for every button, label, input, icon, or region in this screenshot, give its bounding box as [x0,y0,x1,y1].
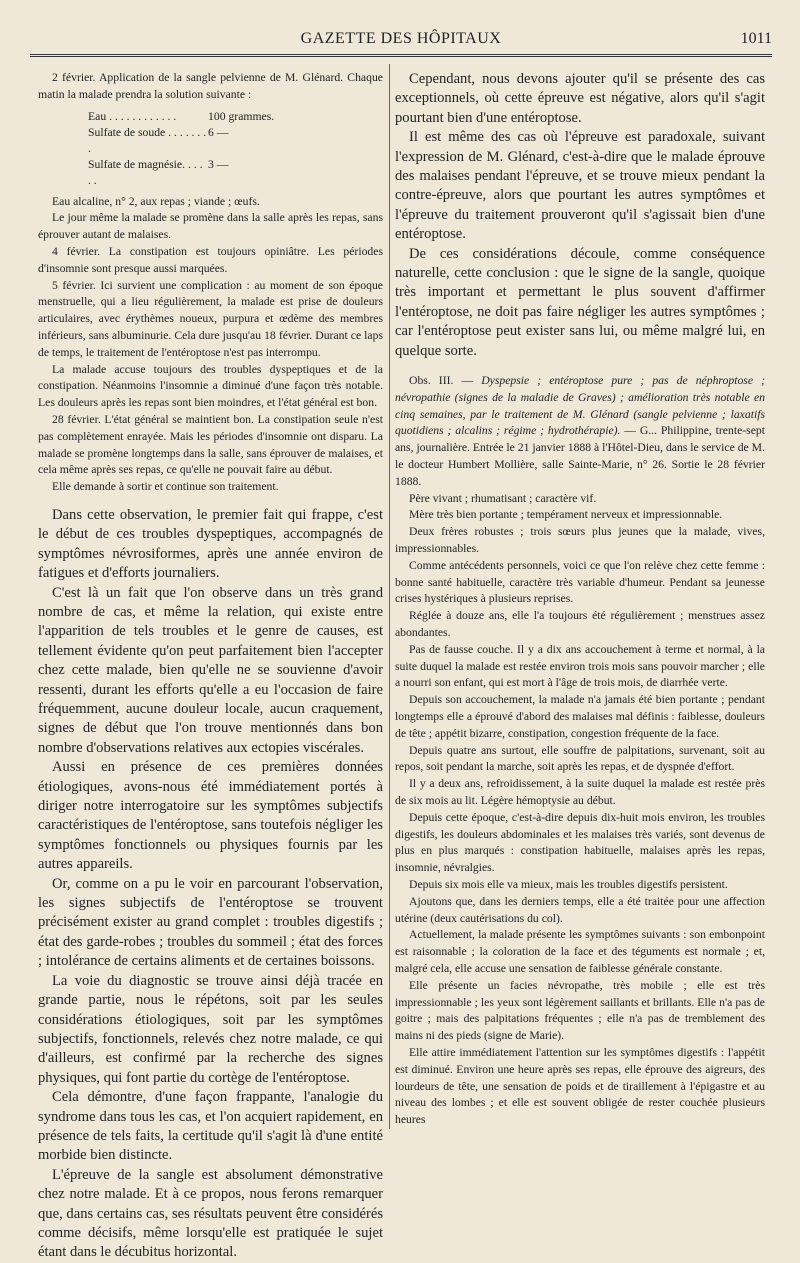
formula-row [88,109,383,125]
formula-qty: 6 — [208,125,229,139]
paragraph: Deux frères robustes ; trois sœurs plus jeunes que la malade, vives, impressionnables. [395,525,765,556]
page-header [30,22,772,57]
paragraph: Elle attire immédiatement l'attention sur les symptômes digestifs : l'appétit est diminué. Environ une heure après ses repas, elle éprouve des aigreurs, des lourdeurs de tête, une sensation de poids et de tiraillement à l'épigastre et au niveau des lombes ; et elle est souvent obligée de rester couchée plusieurs heures [395,1045,765,1127]
paragraph: La voie du diagnostic se trouve ainsi déjà tracée en grande partie, nous le répétons, soit par les seules considérations étiologiques, soit par les symptômes subjectifs, fonctionnels, relevés chez notre malade, ce qui d'ailleurs, est confirmé par la recherche des signes physiques, qui font partie du cortège de l'entéroptose. [38,972,383,1086]
paragraph: Comme antécédents personnels, voici ce que l'on relève chez cette femme : bonne santé habituelle, caractère très variable d'humeur. Pendant sa jeunesse crises hystériques à plusieurs reprises. [395,558,765,606]
paragraph: Il est même des cas où l'épreuve est paradoxale, suivant l'expression de M. Glénard, c'est-à-dire que le malade éprouve des malaises pendant l'épreuve, et se trouve mieux pendant la contre-épreuve, alors que pourtant les autres symptômes et l'épreuve du traitement prouveront qu'il s'agissait bien d'une entéroptose. [395,129,765,243]
formula-qty: 3 — [208,157,229,171]
paragraph: La malade accuse toujours des troubles dyspeptiques et de la constipation. Néanmoins l'insomnie a diminué d'une façon très notable. Les douleurs après les repas sont bien moindres, et l'état général est bon. [38,362,383,410]
paragraph: Elle présente un facies névropathe, très mobile ; elle est très impressionnable ; les yeux sont légèrement saillants et brillants. Elle n'a pas de goitre ; mais des palpitations fréquentes ; elle n'a pas de tremblement des mains ni des pieds (signe de Marie). [395,978,765,1043]
paragraph: Il y a deux ans, refroidissement, à la suite duquel la malade est restée près de six mois au lit. Légère hémoptysie au début. [395,777,765,808]
paragraph: Cependant, nous devons ajouter qu'il se présente des cas exceptionnels, où cette épreuve est négative, alors qu'il s'agit pourtant bien d'une entéroptose. [395,71,765,126]
formula-row [88,157,383,189]
formula-row [88,125,383,157]
column-divider [389,64,390,1129]
paragraph: 2 février. Application de la sangle pelvienne de M. Glénard. Chaque matin la malade prendra la solution suivante : [38,71,383,101]
paragraph: Elle demande à sortir et continue son traitement. [52,480,279,494]
formula-item: Eau . . . . . . . . . . . . [88,109,177,123]
paragraph: 28 février. L'état général se maintient bon. La constipation seule n'est pas complètement enrayée. Mais les périodes d'insomnie ont disparu. La malade se promène longtemps dans la salle, sans éprouver de malaises, et cela même après ses repas, ce qu'elle ne pouvait faire au début. [38,412,383,477]
paragraph: Depuis cette époque, c'est-à-dire depuis dix-huit mois environ, les troubles digestifs, les douleurs abdominales et les malaises très variés, sont devenus de plus en plus marqués : constipation habituelle, malaises après les repas, insomnie, névralgies. [395,810,765,875]
paragraph: Aussi en présence de ces premières données étiologiques, avons-nous été immédiatement portés à diriger notre interrogatoire sur les symptômes subjectifs caractéristiques de l'entéroptose, sans toutefois négliger les symptômes fonctionnels ou physiques fournis par les autres appareils. [38,759,383,873]
spacer [395,361,765,373]
formula-item: Sulfate de magnésie. . . . . . [88,157,203,187]
paragraph: Ajoutons que, dans les derniers temps, elle a été traitée pour une affection utérine (deux cautérisations du col). [395,894,765,925]
paragraph: Cela démontre, d'une façon frappante, l'analogie du syndrome dans tous les cas, et l'on acquiert rapidement, en présence de tels faits, la certitude qu'il s'agit là d'une entité morbide bien distincte. [38,1089,383,1164]
observation-heading [395,373,765,491]
left-column [38,70,383,1263]
journal-title: GAZETTE DES HÔPITAUX [300,30,502,47]
formula-table [88,109,383,189]
paragraph: C'est là un fait que l'on observe dans un très grand nombre de cas, et même la relation, qui existe entre l'apparition de tels troubles et le genre de causes, est tellement évidente qu'on peut parfaitement bien l'accepter chez cette malade, bien qu'elle ne se souvienne d'avoir ressenti, durant les efforts qu'elle a eu l'occasion de faire fréquemment, aucune douleur locale, aucun craquement, signes de début que l'on trouve mentionnés dans bon nombre d'observations relatives aux ectopies viscérales. [38,584,383,756]
paragraph: Depuis son accouchement, la malade n'a jamais été bien portante ; pendant longtemps elle a éprouvé d'abord des malaises mal définis : faiblesse, douleurs de tête ; appétit bizarre, constipation, congestion fréquente de la face. [395,693,765,740]
paragraph: 5 février. Ici survient une complication : au moment de son époque menstruelle, qui a lieu régulièrement, la malade est prise de douleurs articulaires, avec érythèmes noueux, purpura et œdème des membres inférieurs, sans albuminurie. Cela dure jusqu'au 18 février. Durant ce laps de temps, le traitement de l'entéroptose n'est pas interrompu. [38,278,383,359]
paragraph: Or, comme on a pu le voir en parcourant l'observation, les signes subjectifs de l'entéroptose se trouvent précisément exister au grand complet : troubles digestifs ; état des garde-robes ; troubles du sommeil ; état des forces ; intolérance de certains aliments et de certaines boissons. [38,875,383,970]
paragraph: Père vivant ; rhumatisant ; caractère vif. [409,491,597,505]
page-number: 1011 [740,30,772,47]
paragraph: Le jour même la malade se promène dans la salle après les repas, sans éprouver autant de malaises. [38,211,383,242]
paragraph: 4 février. La constipation est toujours opiniâtre. Les périodes d'insomnie sont presque aussi marquées. [38,244,383,275]
right-column [395,70,765,1129]
obs-summary: Dyspepsie ; entéroptose pure ; pas de néphroptose ; névropathie (signes de la maladie de Graves) ; amélioration très notable en cinq semaines, par le traitement de M. Glénard (sangle pelvienne ; laxatifs quotidiens ; alcalins ; régime ; hydrothérapie). [395,374,765,438]
paragraph: Réglée à douze ans, elle l'a toujours été régulièrement ; menstrues assez abondantes. [395,609,765,640]
spacer [38,496,383,506]
obs-label: Obs. III. — [409,374,482,388]
formula-qty: 100 grammes. [208,109,275,123]
paragraph: Actuellement, la malade présente les symptômes suivants : son embonpoint est raisonnable ; la coloration de la face et des téguments est normale ; et, malgré cela, elle accuse une sensation de faiblesse générale constante. [395,928,765,975]
paragraph: De ces considérations découle, comme conséquence naturelle, cette conclusion : que le signe de la sangle, quoique très important et permettant le plus souvent d'affirmer l'entéroptose, ne doit pas faire négliger les autres symptômes ; car l'entéroptose peut exister sans lui, ou même malgré lui, en quelque sorte. [395,245,765,359]
obs-patient: — G... Philippine, trente-sept ans, journalière. Entrée le 21 janvier 1888 à l'Hôtel-Dieu, dans le service de M. le docteur Humbert Mollière, salle Sainte-Marie, n° 26. Sortie le 28 février 1888. [395,424,765,488]
paragraph: Mère très bien portante ; tempérament nerveux et impressionnable. [409,508,723,522]
paragraph: L'épreuve de la sangle est absolument démonstrative chez notre malade. Et à ce propos, nous ferons remarquer que, dans certains cas, ses résultats peuvent être considérés comme décisifs, même lorsqu'elle est pratiquée le sujet étant dans le décubitus horizontal. [38,1166,383,1261]
paragraph: Eau alcaline, n° 2, aux repas ; viande ; œufs. [52,194,260,208]
paragraph: Depuis six mois elle va mieux, mais les troubles digestifs persistent. [409,878,728,891]
paragraph: Pas de fausse couche. Il y a dix ans accouchement à terme et normal, à la suite duquel la malade est restée environ trois mois sans pouvoir marcher ; elle a nourri son enfant, qui est mort à l'âge de trois mois, de diarrhée verte. [395,642,765,690]
paragraph: Dans cette observation, le premier fait qui frappe, c'est le début de ces troubles dyspeptiques, accompagnés de symptômes névrosiformes, après une année environ de fatigues et d'efforts journaliers. [38,506,383,582]
formula-item: Sulfate de soude . . . . . . . . [88,125,207,155]
paragraph: Depuis quatre ans surtout, elle souffre de palpitations, survenant, soit au repos, soit pendant la marche, soit après les repas, et de dyspnée d'effort. [395,743,765,774]
